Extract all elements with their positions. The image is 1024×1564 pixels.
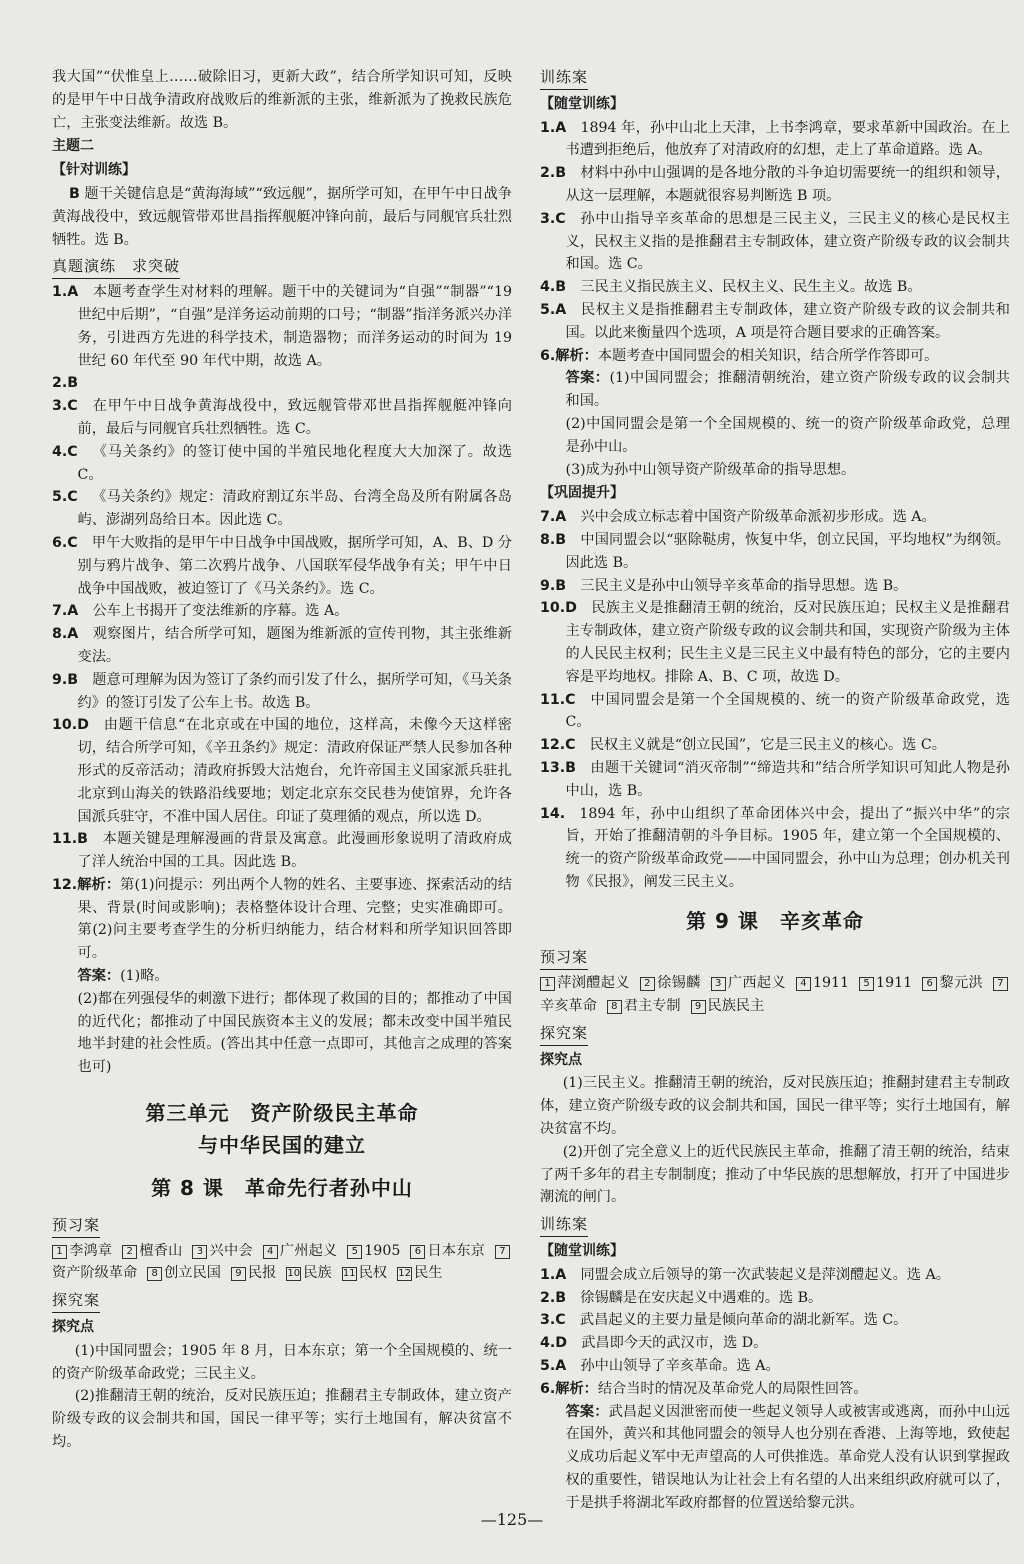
key-text: 李鸿章 — [69, 1242, 113, 1259]
answer-text-2: (2)中国同盟会是第一个全国规模的、统一的资产阶级革命政党，总理是孙中山。 — [565, 415, 1010, 455]
analysis-label: 解析： — [555, 1380, 598, 1397]
preview-key-item — [540, 975, 630, 991]
preview-key-item — [607, 998, 681, 1014]
answer-list — [52, 281, 512, 874]
answer-key: 8.A — [52, 626, 79, 643]
preview-key-item — [410, 1243, 485, 1259]
key-number: 2 — [640, 977, 655, 991]
explore-point-label: 探究点 — [540, 1051, 582, 1068]
answer-key: 3.C — [540, 210, 566, 227]
answer-key: 10.D — [540, 600, 577, 617]
key-number: 7 — [993, 977, 1008, 991]
answer-text: 三民主义指民族主义、民权主义、民生主义。故选 B。 — [580, 279, 922, 296]
key-text: 1905 — [364, 1242, 401, 1259]
key-text: 资产阶级革命 — [52, 1265, 138, 1282]
preview-keys — [540, 972, 1010, 1018]
section-heading-zhenti: 真题演练 求突破 — [52, 255, 180, 279]
section-heading-preview: 预习案 — [540, 946, 588, 970]
answer-text: 1894 年，孙中山组织了革命团体兴中会，提出了“振兴中华”的宗旨，开始了推翻清朝的斗争目标。1905 年，建立第一个全国规模的、统一的资产阶级革命政党——中国同盟会，孙中山为总理；创办机关刊物《民报》，阐发三民主义。 — [565, 805, 1010, 890]
answer-text: 孙中山领导了辛亥革命。选 A。 — [580, 1358, 780, 1375]
section-heading-explore: 探究案 — [52, 1289, 100, 1313]
unit-title — [52, 1097, 512, 1161]
preview-keys — [52, 1240, 512, 1286]
unit-title-line2: 与中华民国的建立 — [198, 1133, 366, 1158]
answer-item — [52, 623, 512, 669]
explore-point-1: (1)三民主义。推翻清王朝的统治，反对民族压迫；推翻封建君主专制政体，建立资产阶级专政的议会制共和国，国民一律平等；实行土地国有，解决贫富不均。 — [540, 1075, 1010, 1138]
key-number: 5 — [347, 1245, 362, 1259]
answer-text: 由题干信息“在北京或在中国的地位，这样高，未像今天这样密切，结合所学可知，《辛丑条约》规定：清政府保证严禁人民参加各种形式的反帝活动；清政府拆毁大沽炮台，允许帝国主义国家派兵驻扎北京到山海关的铁路沿线要地；划定北京东交民巷为使馆界，允许各国派兵驻守，不准中国人居住。印证了莫理循的观点，所以选 D。 — [77, 717, 512, 825]
preview-key-item — [52, 1243, 112, 1259]
answer-item — [540, 117, 1010, 163]
answer-key: 4.C — [52, 443, 78, 460]
key-text: 萍浏醴起义 — [557, 975, 630, 992]
answer-text: 武昌起义的主要力量是倾向革命的湖北新军。选 C。 — [579, 1312, 908, 1329]
consolidation-label: 【巩固提升】 — [540, 485, 624, 502]
answer-key: 3.C — [540, 1312, 566, 1329]
analysis-text: 第(1)问提示：列出两个人物的姓名、主要事迹、探索活动的结果、背景(时间或影响)；表格整体设计合理、完整；史实准确即可。第(2)问主要考查学生的分析归纳能力，结合材料和所学知识回答即可。 — [77, 876, 512, 962]
key-text: 民权 — [358, 1265, 388, 1282]
answer-text: 观察图片，结合所学可知，题图为维新派的宣传刊物，其主张维新变法。 — [77, 626, 512, 665]
class-training-label: 【随堂训练】 — [540, 95, 624, 112]
answer-key: 5.C — [52, 489, 78, 506]
answer-item — [52, 281, 512, 372]
preview-key-item — [122, 1243, 182, 1259]
answer-key: B — [69, 185, 80, 202]
answer-item — [540, 575, 1010, 598]
key-text: 兴中会 — [209, 1242, 253, 1259]
preview-key-item — [711, 975, 786, 991]
answer-item — [540, 1264, 1010, 1287]
answer-item — [52, 372, 512, 395]
answer-key: 1.A — [52, 284, 79, 301]
answer-item — [540, 1309, 1010, 1332]
key-number: 9 — [231, 1267, 246, 1281]
answer-key: 7.A — [540, 509, 567, 526]
section-heading-training: 训练案 — [540, 66, 588, 90]
answer-key: 5.A — [540, 301, 567, 318]
answer-text: 在甲午中日战争黄海战役中，致远舰管带邓世昌指挥舰艇冲锋向前，最后与同舰官兵壮烈牺牲。选 C。 — [77, 398, 512, 437]
page-number: —125— — [480, 1510, 544, 1529]
answer-text: 本题考查学生对材料的理解。题干中的关键词为“自强”“制器”“19 世纪中后期”，“自强”是洋务运动前期的口号；“制器”指洋务派兴办洋务，引进西方先进的科学技术，制造器物；而洋务运动的时间为 19 世纪 60 年代至 90 年代中期，故选 A。 — [77, 284, 512, 369]
key-number: 6 — [410, 1245, 425, 1259]
section-heading-explore: 探究案 — [540, 1022, 588, 1046]
class-training-label: 【随堂训练】 — [540, 1243, 624, 1260]
answer-list — [540, 117, 1010, 345]
answer-list — [540, 1264, 1010, 1378]
analysis-label: 解析： — [555, 347, 598, 364]
key-text: 民族 — [303, 1265, 332, 1282]
answer-text-3: (3)成为孙中山领导资产阶级革命的指导思想。 — [565, 461, 856, 478]
preview-key-item — [342, 1265, 387, 1281]
key-number: 4 — [796, 977, 811, 991]
section-heading-preview: 预习案 — [52, 1214, 100, 1238]
analysis-text: 本题考查中国同盟会的相关知识，结合所学作答即可。 — [597, 347, 939, 364]
answer-key: 12.C — [540, 737, 576, 754]
preview-key-item — [147, 1265, 221, 1281]
key-text: 广西起义 — [727, 975, 786, 992]
explore-point-label: 探究点 — [52, 1319, 94, 1336]
key-number: 1 — [52, 1245, 67, 1259]
preview-key-item — [691, 998, 765, 1014]
answer-key: 1.A — [540, 1266, 567, 1283]
key-text: 1911 — [812, 975, 850, 992]
answer-key: 13.B — [540, 759, 576, 776]
answer-key: 9.B — [540, 577, 567, 594]
answer-key: 7.A — [52, 603, 79, 620]
key-text: 君主专制 — [623, 998, 681, 1015]
answer-item — [540, 529, 1010, 575]
answer-text: 甲午大败指的是甲午中日战争中国战败，据所学可知，A、B、D 分别与鸦片战争、第二次鸦片战争、八国联军侵华战争有关；甲午中日战争中国战败，被迫签订了《马关条约》。选 C。 — [77, 534, 512, 597]
answer-item — [52, 532, 512, 600]
key-text: 广州起义 — [279, 1242, 338, 1259]
answer-item — [540, 1378, 1010, 1401]
answer-text: 兴中会成立标志着中国资产阶级革命派初步形成。选 A。 — [580, 509, 936, 526]
preview-key-item — [347, 1243, 400, 1259]
key-text: 民生 — [414, 1265, 443, 1282]
intro-paragraph: 我大国”“伏惟皇上……破除旧习，更新大政”，结合所学知识可知，反映的是甲午中日战争清政府战败后的维新派的主张，维新派为了挽救民族危亡，主张变法维新。故选 B。 — [52, 69, 512, 131]
key-number: 6 — [922, 977, 937, 991]
answer-text: 《马关条约》规定：清政府割辽东半岛、台湾全岛及所有附属各岛屿、澎湖列岛给日本。因此选 C。 — [77, 489, 512, 529]
answer-item — [52, 441, 512, 487]
answer-key: 2.B — [540, 165, 567, 182]
answer-item — [52, 600, 512, 623]
answer-item — [540, 1332, 1010, 1355]
key-text: 日本东京 — [427, 1242, 485, 1259]
key-text: 檀香山 — [139, 1242, 183, 1259]
answer-key: 1.A — [540, 119, 567, 136]
answer-key: 6.C — [52, 534, 78, 551]
answer-item — [52, 395, 512, 441]
analysis-label: 解析： — [77, 876, 121, 893]
answer-text: 1894 年，孙中山北上天津，上书李鸿章，要求革新中国政治。在上书遭到拒绝后，他放弃了对清政府的幻想，走上了革命道路。选 A。 — [565, 119, 1010, 159]
answer-text: 三民主义是孙中山领导辛亥革命的指导思想。选 B。 — [580, 577, 908, 594]
key-text: 民族民主 — [707, 998, 765, 1015]
answer-item — [540, 299, 1010, 345]
answer-text: 民权主义就是“创立民国”，它是三民主义的核心。选 C。 — [589, 737, 946, 754]
preview-key-item — [192, 1243, 252, 1259]
key-number: 4 — [263, 1245, 278, 1259]
answer-text: 由题干关键词“消灭帝制”“缔造共和”结合所学知识可知此人物是孙中山，选 B。 — [565, 759, 1010, 799]
answer-list — [540, 506, 1010, 894]
key-text: 徐锡麟 — [656, 975, 701, 992]
lesson-title-9: 第 9 课 辛亥革命 — [686, 908, 864, 933]
answer-text: 题意可理解为因为签订了条约而引发了什么，据所学可知，《马关条约》的签订引发了公车上书。故选 B。 — [77, 671, 512, 711]
explore-point-2: (2)开创了完全意义上的近代民族民主革命，推翻了清王朝的统治，结束了两千多年的君主专制制度；推动了中华民族的思想解放，打开了中国进步潮流的闸门。 — [540, 1143, 1010, 1206]
targeted-training-label: 【针对训练】 — [52, 162, 136, 179]
answer-item — [540, 689, 1010, 735]
answer-item — [540, 1287, 1010, 1310]
preview-key-item — [640, 975, 701, 991]
answer-item — [540, 162, 1010, 208]
answer-key: 11.B — [52, 831, 88, 848]
answer-text: 公车上书揭开了变法维新的序幕。选 A。 — [92, 603, 349, 620]
answer-text: 民族主义是推翻清王朝的统治，反对民族压迫；民权主义是推翻君主专制政体，建立资产阶级专政的议会制共和国，实现资产阶级为主体的人民民主权利；民生主义是三民主义中最有特色的部分，它的主要内容是平均地权。排除 A、B、C 项，故选 D。 — [565, 600, 1010, 685]
answer-item — [540, 1355, 1010, 1378]
key-text: 民报 — [247, 1265, 277, 1282]
answer-key: 6. — [540, 347, 556, 364]
answer-label: 答案： — [77, 968, 121, 985]
answer-key: 9.B — [52, 671, 79, 688]
unit-title-line1: 第三单元 资产阶级民主革命 — [145, 1101, 419, 1126]
key-number: 11 — [342, 1268, 356, 1280]
answer-text: 材料中孙中山强调的是各地分散的斗争迫切需要统一的组织和领导，从这一层理解，本题就很容易判断选 B 项。 — [565, 165, 1010, 204]
answer-text: 《马关条约》的签订使中国的半殖民地化程度大大加深了。故选 C。 — [77, 443, 512, 483]
preview-key-item — [286, 1265, 331, 1281]
section-heading-training: 训练案 — [540, 1213, 588, 1237]
preview-key-item — [859, 975, 912, 991]
lesson-title-8: 第 8 课 革命先行者孙中山 — [151, 1176, 413, 1201]
answer-key: 4.D — [540, 1335, 568, 1352]
targeted-answer — [52, 183, 512, 251]
analysis-text: 结合当时的情况及革命党人的局限性回答。 — [597, 1380, 868, 1397]
answer-item — [540, 345, 1010, 368]
key-number: 12 — [398, 1268, 411, 1280]
answer-block — [540, 367, 1010, 413]
answer-text: 武昌起义因泄密而使一些起义领导人或被害或逃离，而孙中山远在国外，黄兴和其他同盟会的领导人也分别在香港、上海等地，致使起义成功后起义军中无声望高的人可供推选。革命党人没有认识到掌握政权的重要性，错误地认为让社会上有名望的人出来组织政府就可以了，于是拱手将湖北军政府都督的位置送给黎元洪。 — [565, 1403, 1010, 1511]
left-column — [52, 66, 512, 1454]
answer-key: 2.B — [52, 375, 79, 392]
answer-text-2: (2)都在列强侵华的刺激下进行；都体现了救国的目的；都推动了中国的近代化；都推动了中国民族资本主义的发展；都未改变中国半殖民地半封建的社会性质。(答出其中任意一点即可，其他言之成理的答案也可) — [77, 990, 512, 1076]
answer-item — [540, 276, 1010, 299]
answer-item — [52, 486, 512, 532]
preview-key-item — [796, 975, 849, 991]
answer-item — [540, 597, 1010, 688]
key-number: 1 — [540, 977, 555, 991]
answer-key: 10.D — [52, 717, 89, 734]
theme-heading: 主题二 — [52, 138, 94, 155]
answer-text: (1)略。 — [120, 968, 169, 985]
key-number: 8 — [147, 1267, 162, 1281]
answer-item — [52, 874, 512, 965]
key-text: 黎元洪 — [939, 975, 983, 992]
answer-item — [52, 669, 512, 715]
key-number: 9 — [691, 1000, 706, 1014]
answer-key: 2.B — [540, 1289, 567, 1306]
answer-key: 8.B — [540, 531, 567, 548]
answer-block — [52, 965, 512, 988]
answer-key: 5.A — [540, 1358, 567, 1375]
right-column — [540, 66, 1010, 1515]
key-number: 8 — [607, 1000, 622, 1014]
answer-text: (1)中国同盟会；推翻清朝统治，建立资产阶级专政的议会制共和国。 — [565, 370, 1010, 410]
key-number: 2 — [122, 1245, 137, 1259]
answer-item — [52, 714, 512, 828]
key-text: 创立民国 — [164, 1265, 221, 1282]
answer-key: 11.C — [540, 691, 576, 708]
answer-text: 本题关键是理解漫画的背景及寓意。此漫画形象说明了清政府成了洋人统治中国的工具。因此选 B。 — [77, 831, 512, 871]
answer-block — [540, 1401, 1010, 1515]
answer-item — [540, 757, 1010, 803]
preview-key-item — [263, 1243, 338, 1259]
answer-key: 14. — [540, 805, 566, 822]
preview-key-item — [231, 1265, 276, 1281]
answer-key: 4.B — [540, 279, 567, 296]
answer-key: 6. — [540, 1380, 556, 1397]
answer-label: 答案： — [565, 1403, 609, 1420]
answer-text: 同盟会成立后领导的第一次武装起义是萍浏醴起义。选 A。 — [580, 1266, 950, 1283]
answer-text: 徐锡麟是在安庆起义中遇难的。选 B。 — [580, 1289, 823, 1306]
answer-text: 孙中山指导辛亥革命的思想是三民主义，三民主义的核心是民权主义，民权主义指的是推翻君主专制政体，建立资产阶级专政的议会制共和国。选 C。 — [565, 210, 1010, 273]
answer-text: 民权主义是指推翻君主专制政体，建立资产阶级专政的议会制共和国。以此来衡量四个选项，A 项是符合题目要求的正确答案。 — [565, 301, 1010, 341]
answer-label: 答案： — [565, 370, 610, 387]
answer-item — [52, 828, 512, 874]
explore-point-2: (2)推翻清王朝的统治，反对民族压迫；推翻君主专制政体，建立资产阶级专政的议会制共和国，国民一律平等；实行土地国有，解决贫富不均。 — [52, 1388, 512, 1451]
answer-item — [540, 208, 1010, 276]
key-text: 1911 — [876, 975, 913, 992]
preview-key-item — [397, 1265, 442, 1281]
answer-item — [540, 803, 1010, 894]
answer-text: 题干关键信息是“黄海海域”“致远舰”，据所学可知，在甲午中日战争黄海战役中，致远舰管带邓世昌指挥舰艇冲锋向前，最后与同舰官兵壮烈牺牲。选 B。 — [52, 185, 513, 248]
explore-point-1: (1)中国同盟会；1905 年 8 月，日本东京；第一个全国规模的、统一的资产阶级革命政党；三民主义。 — [52, 1342, 512, 1382]
answer-text: 武昌即今天的武汉市，选 D。 — [581, 1335, 768, 1352]
answer-item — [540, 506, 1010, 529]
key-text: 辛亥革命 — [540, 998, 597, 1015]
preview-key-item — [922, 975, 983, 991]
key-number: 5 — [859, 977, 874, 991]
key-number: 3 — [711, 977, 726, 991]
answer-key: 3.C — [52, 398, 78, 415]
key-number: 3 — [192, 1245, 207, 1259]
key-number: 10 — [287, 1268, 301, 1280]
answer-item — [540, 734, 1010, 757]
answer-text: 中国同盟会以“驱除鞑虏，恢复中华，创立民国，平均地权”为纲领。因此选 B。 — [565, 531, 1010, 571]
answer-text: 中国同盟会是第一个全国规模的、统一的资产阶级革命政党，选 C。 — [565, 691, 1010, 731]
key-number: 7 — [495, 1245, 510, 1259]
answer-key: 12. — [52, 876, 78, 893]
